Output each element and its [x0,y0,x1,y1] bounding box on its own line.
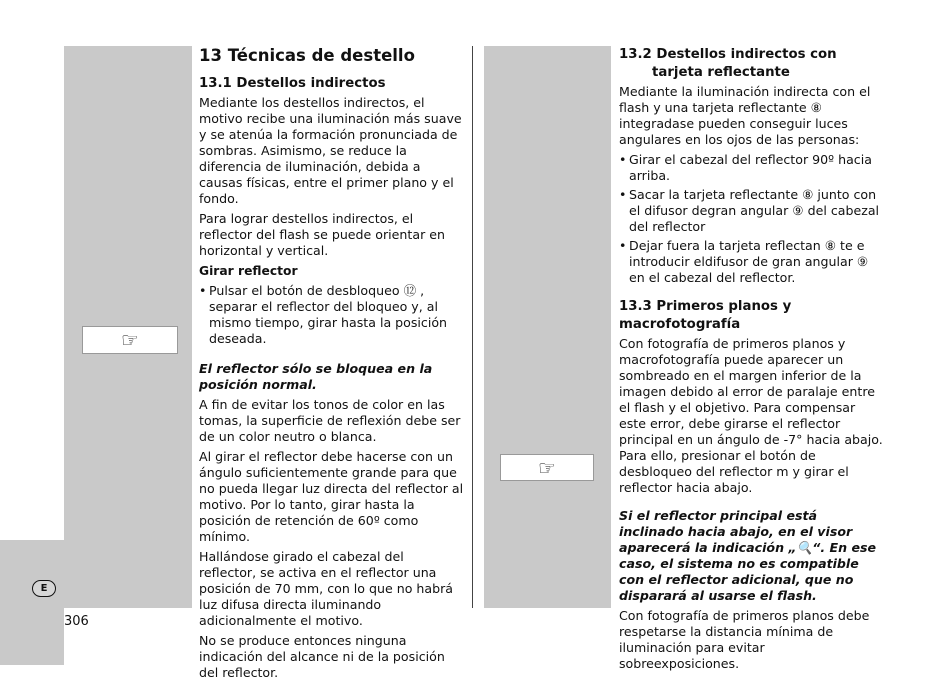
paragraph: Para lograr destellos indirectos, el reflector del flash se puede orientar en horizontal y vertical. [199,211,445,258]
note-marker-left [82,326,178,354]
pointing-hand-icon: ☞ [121,328,139,352]
right-column [619,46,883,676]
paragraph: Hallándose girado el cabezal del reflector, se activa en el reflector una posición de 70 mm, con lo que no habrá luz difusa directa iluminando adicionalmente el motivo. [199,549,454,628]
paragraph: Al girar el reflector debe hacerse con un ángulo suficientemente grande para que no pueda llegar luz directa del reflector al motivo. Por lo tanto, girar hasta la posición de retención de 60º como mínimo. [199,449,464,544]
list-item: • Dejar fuera la tarjeta reflectan ⑧ te e introducir eldifusor de gran angular ⑨ en el cabezal del reflector. [619,238,869,285]
pointing-hand-icon: ☞ [538,455,556,480]
note-text: Si el reflector principal está inclinado hacia abajo, en el visor aparecerá la indicación „🔍“. En ese caso, el sistema no es compatible con el reflector adicional, que no disparará al usarse el flash. [619,508,877,603]
list-item: • Girar el cabezal del reflector 90º hacia arriba. [619,152,872,183]
paragraph: Con fotografía de primeros planos y macrofotografía puede aparecer un sombreado en el margen inferior de la imagen debido al error de paralaje entre el flash y el objetivo. Para compensar este error, debe girarse el reflector principal en un ángulo de -7° hacia abajo. Para ello, presionar el botón de desbloqueo del reflector m y girar el reflector hacia abajo. [619,336,883,495]
note-text: El reflector sólo se bloquea en la posición normal. [199,361,433,392]
paragraph: Mediante los destellos indirectos, el motivo recibe una iluminación más suave y se atenúa la formación pronunciada de sombras. Asimismo, se reduce la diferencia de iluminación, debida a causas físicas, entre el primer plano y el fondo. [199,95,462,206]
bullet-list [619,152,883,286]
left-margin-band-bottom [0,540,64,665]
chapter-title: 13 Técnicas de destello [199,46,415,65]
paragraph: No se produce entonces ninguna indicación del alcance ni de la posición del reflector. [199,633,445,680]
subheading-girar-reflector: Girar reflector [199,264,298,278]
section-heading-13-2: 13.2 Destellos indirectos con tarjeta reflectante [619,47,837,80]
section-heading-13-1: 13.1 Destellos indirectos [199,76,386,91]
paragraph: Con fotografía de primeros planos debe respetarse la distancia mínima de iluminación para evitar sobreexposiciones. [619,608,870,671]
column-divider [472,46,473,608]
language-badge: E [32,580,56,597]
note-marker-right [500,454,594,481]
right-margin-band [484,46,611,608]
paragraph: Mediante la iluminación indirecta con el flash y una tarjeta reflectante ⑧ integradase pueden conseguir luces angulares en los ojos de las personas: [619,84,871,147]
left-column [199,46,464,685]
list-item: • Sacar la tarjeta reflectante ⑧ junto con el difusor degran angular ⑨ del cabezal del reflector [619,187,880,234]
list-item: • Pulsar el botón de desbloqueo ⑫ , separar el reflector del bloqueo y, al mismo tiempo, girar hasta la posición deseada. [199,283,448,346]
page-number: 306 [64,614,89,629]
section-heading-13-3: 13.3 Primeros planos y macrofotografía [619,299,792,332]
bullet-list [199,283,464,347]
paragraph: A fin de evitar los tonos de color en las tomas, la superficie de reflexión debe ser de un color neutro o blanca. [199,397,461,444]
